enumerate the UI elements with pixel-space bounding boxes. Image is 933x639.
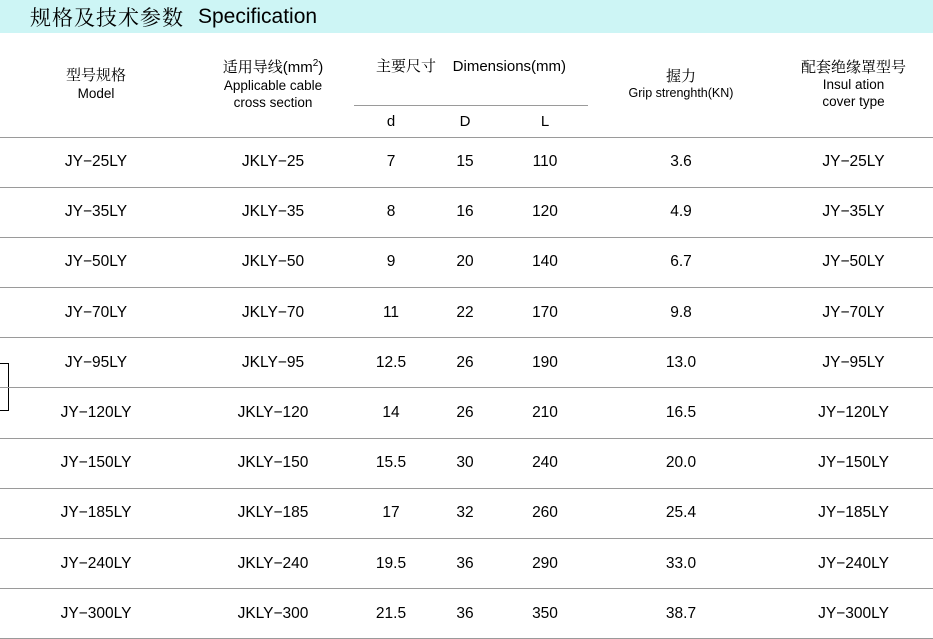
cell-d: 17 — [354, 488, 428, 538]
header-dimensions-line — [354, 58, 588, 79]
cell-cable: JKLY−185 — [192, 488, 354, 538]
cell-d: 19.5 — [354, 539, 428, 589]
cell-grip: 6.7 — [588, 237, 774, 287]
cell-model: JY−300LY — [0, 589, 192, 639]
cell-D: 32 — [428, 488, 502, 538]
cell-cover: JY−95LY — [774, 338, 933, 388]
header-cable-cn-text: 适用导线(mm — [222, 59, 313, 76]
table-row — [0, 539, 933, 589]
cell-grip: 33.0 — [588, 539, 774, 589]
cell-D: 15 — [428, 137, 502, 187]
cell-cover: JY−35LY — [774, 187, 933, 237]
cell-d: 21.5 — [354, 589, 428, 639]
cell-L: 240 — [502, 438, 588, 488]
header-cable-superscript: 2 — [312, 58, 319, 69]
page-title-en: Specification — [198, 4, 318, 28]
cell-D: 30 — [428, 438, 502, 488]
cell-D: 36 — [428, 539, 502, 589]
cell-L: 210 — [502, 388, 588, 438]
header-grip-en: Grip strenghth(KN) — [628, 86, 734, 101]
cell-cover: JY−185LY — [774, 488, 933, 538]
cell-grip: 16.5 — [588, 388, 774, 438]
cell-cable: JKLY−300 — [192, 589, 354, 639]
cell-L: 120 — [502, 187, 588, 237]
cell-model: JY−95LY — [0, 338, 192, 388]
cell-cable: JKLY−50 — [192, 237, 354, 287]
table-row — [0, 388, 933, 438]
cell-cover: JY−50LY — [774, 237, 933, 287]
header-cover-en1: Insul ation — [822, 77, 885, 93]
cell-D: 20 — [428, 237, 502, 287]
cell-grip: 38.7 — [588, 589, 774, 639]
cell-D: 26 — [428, 388, 502, 438]
cell-cable: JKLY−120 — [192, 388, 354, 438]
header-cable-en1: Applicable cable — [223, 77, 323, 93]
cell-L: 190 — [502, 338, 588, 388]
cell-cover: JY−25LY — [774, 137, 933, 187]
cell-d: 15.5 — [354, 438, 428, 488]
cell-cable: JKLY−35 — [192, 187, 354, 237]
cell-model: JY−150LY — [0, 438, 192, 488]
cell-L: 290 — [502, 539, 588, 589]
table-header-row — [0, 33, 933, 105]
header-model — [0, 33, 192, 137]
cell-L: 110 — [502, 137, 588, 187]
cell-grip: 13.0 — [588, 338, 774, 388]
cell-model: JY−50LY — [0, 237, 192, 287]
header-cable-cn — [192, 58, 354, 78]
cell-L: 170 — [502, 288, 588, 338]
header-cable-en2: cross section — [233, 94, 313, 110]
header-dimensions-en: Dimensions(mm) — [452, 58, 567, 76]
cell-cover: JY−150LY — [774, 438, 933, 488]
cell-d: 11 — [354, 288, 428, 338]
cell-d: 14 — [354, 388, 428, 438]
header-dimensions — [354, 33, 588, 105]
cell-L: 140 — [502, 237, 588, 287]
header-model-cn: 型号规格 — [65, 66, 126, 84]
table-row — [0, 137, 933, 187]
cell-grip: 4.9 — [588, 187, 774, 237]
cell-model: JY−240LY — [0, 539, 192, 589]
cell-cover: JY−70LY — [774, 288, 933, 338]
cell-cable: JKLY−240 — [192, 539, 354, 589]
cell-D: 16 — [428, 187, 502, 237]
cell-cable: JKLY−150 — [192, 438, 354, 488]
table-row — [0, 288, 933, 338]
table-head — [0, 33, 933, 137]
cell-grip: 9.8 — [588, 288, 774, 338]
cell-cable: JKLY−95 — [192, 338, 354, 388]
specification-table — [0, 33, 933, 639]
header-dim-d: d — [354, 105, 428, 137]
header-dim-D: D — [428, 105, 502, 137]
cell-grip: 25.4 — [588, 488, 774, 538]
cell-cover: JY−240LY — [774, 539, 933, 589]
cell-grip: 3.6 — [588, 137, 774, 187]
header-dimensions-cn: 主要尺寸 — [375, 58, 436, 76]
cell-cable: JKLY−70 — [192, 288, 354, 338]
cell-model: JY−185LY — [0, 488, 192, 538]
header-cable-cross-section — [192, 33, 354, 137]
cell-model: JY−70LY — [0, 288, 192, 338]
header-cover-en2: cover type — [822, 94, 885, 110]
cell-model: JY−120LY — [0, 388, 192, 438]
header-grip-strength — [588, 33, 774, 137]
page-title-cn: 规格及技术参数 — [30, 6, 184, 30]
cell-d: 8 — [354, 187, 428, 237]
table-row — [0, 237, 933, 287]
table-body — [0, 137, 933, 639]
cell-cover: JY−120LY — [774, 388, 933, 438]
header-cover-cn: 配套绝缘罩型号 — [800, 58, 906, 76]
cell-D: 22 — [428, 288, 502, 338]
cell-d: 12.5 — [354, 338, 428, 388]
cell-d: 9 — [354, 237, 428, 287]
header-grip-cn: 握力 — [665, 67, 696, 85]
table-row — [0, 187, 933, 237]
cell-D: 36 — [428, 589, 502, 639]
header-cable-cn-close: ) — [318, 59, 324, 76]
header-dim-L: L — [502, 105, 588, 137]
cell-L: 350 — [502, 589, 588, 639]
table-row — [0, 438, 933, 488]
cell-cover: JY−300LY — [774, 589, 933, 639]
cell-grip: 20.0 — [588, 438, 774, 488]
header-model-en: Model — [77, 85, 115, 101]
header-insulation-cover — [774, 33, 933, 137]
table-row — [0, 488, 933, 538]
table-row — [0, 338, 933, 388]
cell-d: 7 — [354, 137, 428, 187]
cell-D: 26 — [428, 338, 502, 388]
cell-model: JY−25LY — [0, 137, 192, 187]
cell-model: JY−35LY — [0, 187, 192, 237]
cell-cable: JKLY−25 — [192, 137, 354, 187]
cell-L: 260 — [502, 488, 588, 538]
page-title-bar — [0, 0, 933, 33]
